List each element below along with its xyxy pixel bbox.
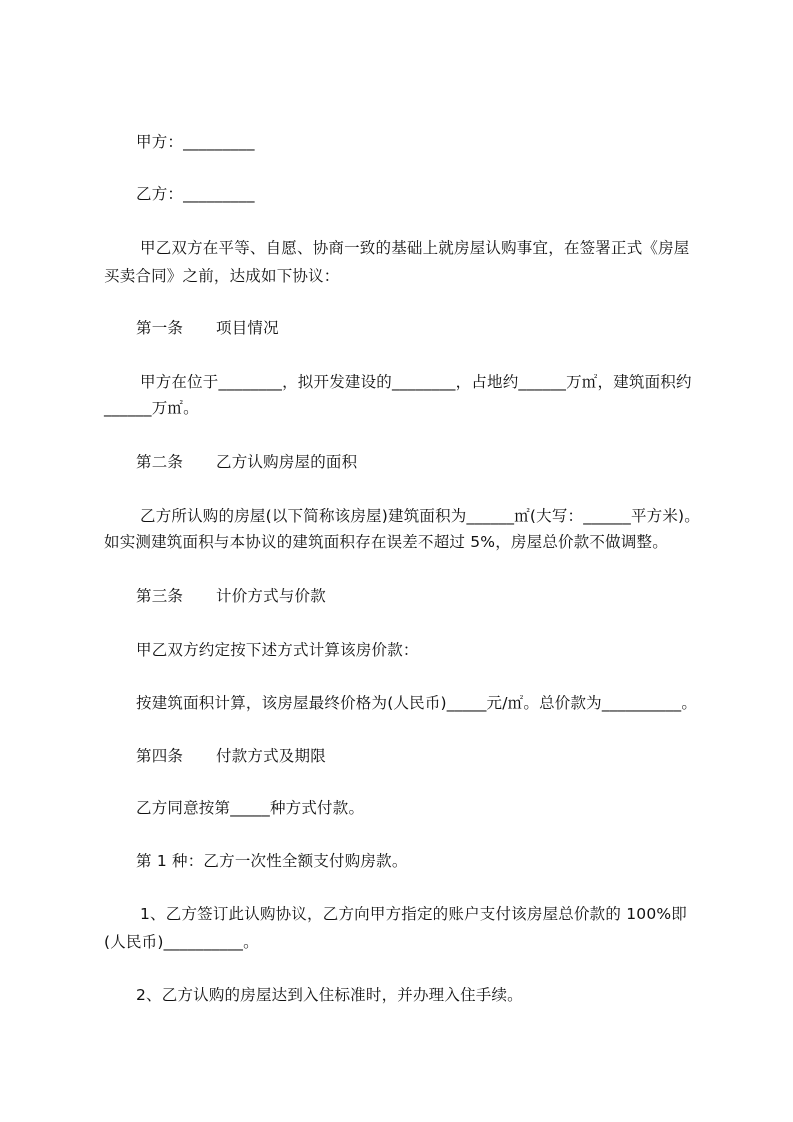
party-a-line: 甲方：_________	[136, 133, 255, 151]
article-3-heading	[136, 586, 326, 606]
article-4-number: 第四条	[136, 747, 184, 765]
article-1-text-2: ______万㎡。	[104, 399, 199, 417]
article-1-heading	[136, 318, 279, 338]
article-4-heading	[136, 746, 326, 766]
article-3-title: 计价方式与价款	[216, 587, 326, 605]
article-4-text-3: 1、乙方签订此认购协议，乙方向甲方指定的账户支付该房屋总价款的 100%即	[140, 905, 688, 923]
article-2-title: 乙方认购房屋的面积	[216, 453, 358, 471]
article-3-text-1: 甲乙双方约定按下述方式计算该房价款：	[136, 641, 419, 659]
article-4-title: 付款方式及期限	[216, 747, 326, 765]
article-3-number: 第三条	[136, 587, 184, 605]
article-4-text-4: (人民币)__________。	[104, 933, 259, 951]
article-2-heading	[136, 452, 357, 472]
article-2-text-1: 乙方所认购的房屋(以下简称该房屋)建筑面积为______㎡(大写：______平方米)。	[140, 507, 700, 525]
article-1-text-1: 甲方在位于________，拟开发建设的________，占地约______万㎡，建筑面积约	[140, 373, 692, 391]
article-4-text-5: 2、乙方认购的房屋达到入住标准时，并办理入住手续。	[136, 986, 523, 1004]
intro-line-1: 甲乙双方在平等、自愿、协商一致的基础上就房屋认购事宜，在签署正式《房屋	[140, 239, 690, 257]
article-4-text-1: 乙方同意按第_____种方式付款。	[136, 799, 365, 817]
article-1-title: 项目情况	[216, 319, 279, 337]
article-4-text-2: 第 1 种：乙方一次性全额支付购房款。	[136, 852, 408, 870]
article-3-text-2: 按建筑面积计算，该房屋最终价格为(人民币)_____元/㎡。总价款为__________。	[136, 694, 698, 712]
intro-line-2: 买卖合同》之前，达成如下协议：	[104, 267, 340, 285]
party-b-line: 乙方：_________	[136, 185, 255, 203]
article-1-number: 第一条	[136, 319, 184, 337]
article-2-text-2: 如实测建筑面积与本协议的建筑面积存在误差不超过 5%，房屋总价款不做调整。	[104, 533, 668, 551]
article-2-number: 第二条	[136, 453, 184, 471]
